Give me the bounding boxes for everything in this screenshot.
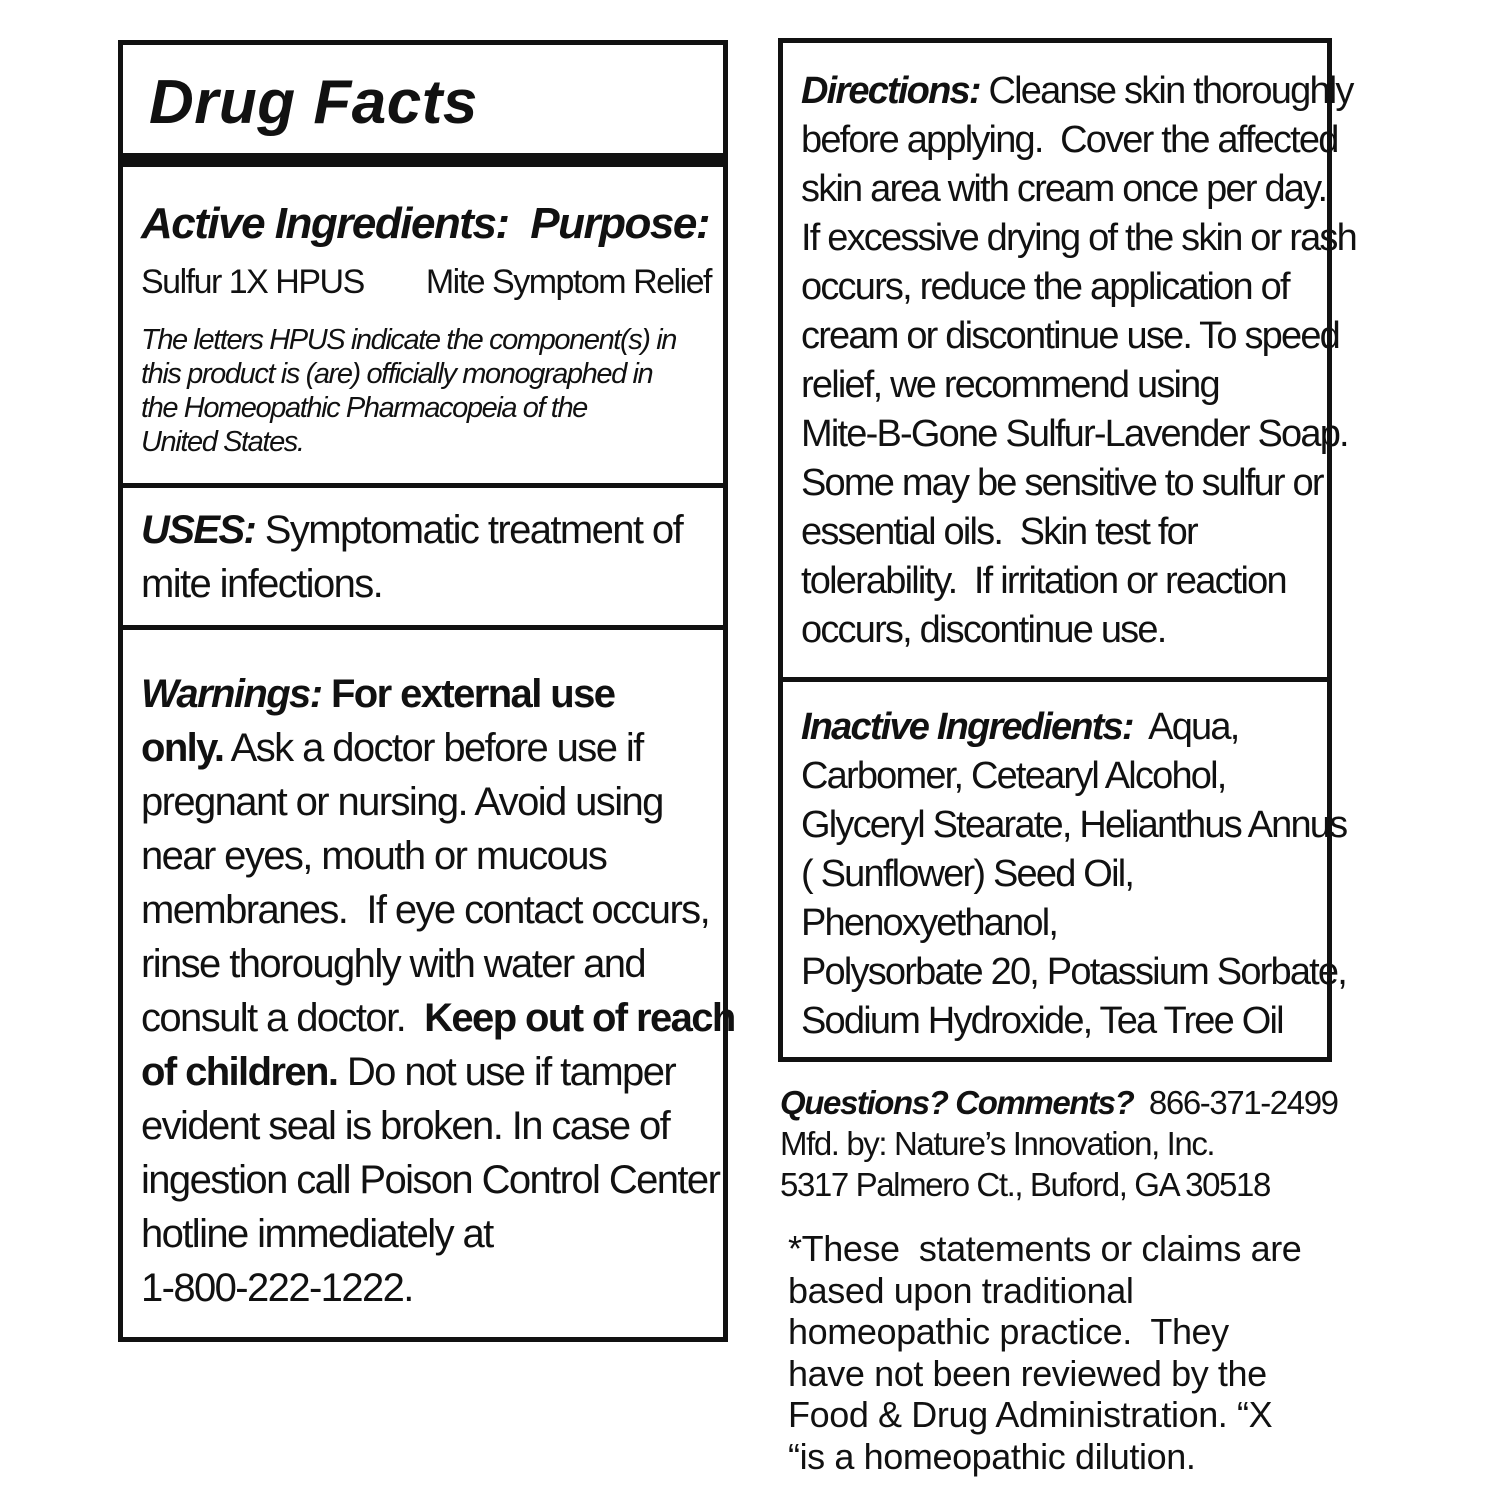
uses-section [141,503,713,611]
section-divider [123,625,723,630]
uses-text: Symptomatic treatment of [255,508,683,552]
inactive-ingredients-text: Carbomer, Cetearyl Alcohol, [801,755,1226,797]
warnings-text: pregnant or nursing. Avoid using [141,780,663,824]
uses-text: mite infections. [141,562,383,606]
directions-text: relief, we recommend using [801,364,1219,406]
inactive-ingredients-text: Aqua, [1132,706,1239,748]
hpus-note [141,323,715,459]
poison-control-phone: 1-800-222-1222. [141,1266,413,1310]
directions-text: before applying. Cover the affected [801,119,1338,161]
inactive-ingredients-text: Sodium Hydroxide, Tea Tree Oil [801,1000,1283,1042]
disclaimer-line: have not been reviewed by the [788,1352,1267,1394]
uses-label: USES: [141,508,256,552]
warnings-section [141,667,735,1315]
directions-text: essential oils. Skin test for [801,511,1197,553]
warnings-text: membranes. If eye contact occurs, [141,888,710,932]
warnings-text: rinse thoroughly with water and [141,942,646,986]
section-divider [783,677,1327,682]
directions-text: Mite-B-Gone Sulfur-Lavender Soap. [801,413,1348,455]
warnings-text: Do not use if tamper [337,1050,676,1094]
active-ingredient: Sulfur 1X HPUS [141,263,364,301]
directions-text: skin area with cream once per day. [801,168,1327,210]
warnings-bold-text: Keep out of reach [424,996,735,1040]
title-divider [123,153,723,167]
purpose-value: Mite Symptom Relief [425,263,711,301]
section-divider [123,483,723,488]
contact-info [780,1082,1340,1205]
inactive-ingredients-section [801,703,1347,1046]
inactive-ingredients-text: Phenoxyethanol, [801,902,1058,944]
inactive-ingredients-text: Polysorbate 20, Potassium Sorbate, [801,951,1347,993]
warnings-text: Ask a doctor before use if [223,726,643,770]
directions-text: cream or discontinue use. To speed [801,315,1340,357]
inactive-ingredients-text: Glyceryl Stearate, Helianthus Annus [801,804,1347,846]
warnings-bold-text: of children. [141,1050,338,1094]
disclaimer-line: based upon traditional [788,1269,1134,1311]
questions-label: Questions? Comments? [780,1084,1134,1121]
active-ingredients-header [141,199,709,249]
manufacturer-address: 5317 Palmero Ct., Buford, GA 30518 [780,1166,1270,1203]
warnings-text: near eyes, mouth or mucous [141,834,607,878]
warnings-bold-text: For external use [321,672,615,716]
warnings-label: Warnings: [141,672,322,716]
warnings-bold-text: only. [141,726,224,770]
hpus-note-line: this product is (are) officially monographed in [141,358,653,390]
hpus-note-line: The letters HPUS indicate the component(s) in [141,324,676,356]
warnings-text: ingestion call Poison Control Center [141,1158,720,1202]
directions-section [801,67,1356,655]
drug-facts-panel [118,40,735,1342]
disclaimer-line: Food & Drug Administration. “X [788,1394,1273,1435]
directions-text: If excessive drying of the skin or rash [801,217,1356,259]
directions-text: occurs, reduce the application of [801,266,1289,308]
disclaimer-line: “is a homeopathic dilution. [788,1435,1196,1477]
warnings-text: evident seal is broken. In case of [141,1104,670,1148]
directions-text: occurs, discontinue use. [801,609,1166,651]
directions-text: tolerability. If irritation or reaction [801,560,1286,602]
hpus-note-line: the Homeopathic Pharmacopeia of the [141,392,587,424]
disclaimer [788,1228,1348,1477]
warnings-text: consult a doctor. [141,996,425,1040]
warnings-text: hotline immediately at [141,1212,493,1256]
active-ingredient-row [141,263,711,302]
active-ingredients-heading: Active Ingredients: [141,199,509,248]
directions-text: Some may be sensitive to sulfur or [801,462,1323,504]
drug-facts-title: Drug Facts [149,68,478,137]
disclaimer-line: homeopathic practice. They [788,1311,1229,1352]
purpose-heading: Purpose: [530,199,709,248]
directions-text: Cleanse skin thoroughly [979,70,1353,112]
disclaimer-line: *These statements or claims are [788,1228,1302,1269]
inactive-ingredients-text: ( Sunflower) Seed Oil, [801,853,1134,895]
directions-label: Directions: [801,70,980,112]
hpus-note-line: United States. [141,426,304,458]
contact-phone: 866-371-2499 [1133,1084,1338,1121]
manufacturer: Mfd. by: Nature’s Innovation, Inc. [780,1125,1215,1162]
inactive-ingredients-label: Inactive Ingredients: [801,706,1133,748]
directions-panel [778,38,1356,1062]
